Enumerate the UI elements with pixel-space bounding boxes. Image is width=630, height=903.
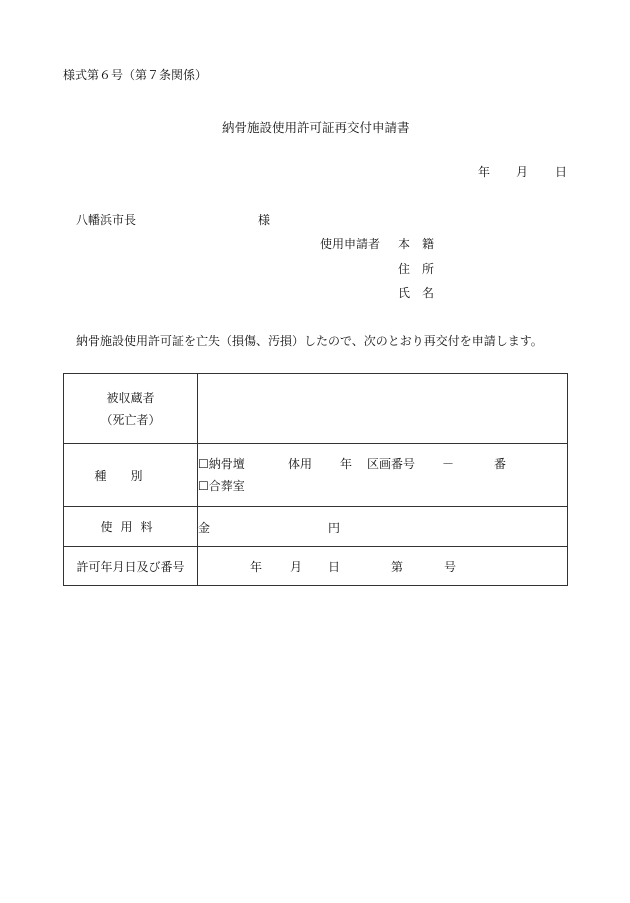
- ossuary-checkbox[interactable]: ☐納骨壇: [198, 457, 245, 471]
- applicant-label: 使用申請者: [320, 237, 381, 251]
- applicant-name: 氏 名: [398, 286, 435, 300]
- deceased-value[interactable]: [198, 374, 568, 444]
- fee-label: 使用料: [64, 507, 198, 547]
- permit-label: 許可年月日及び番号: [64, 547, 198, 586]
- applicant-domicile: 本 籍: [398, 237, 435, 251]
- date-day: 日: [555, 165, 568, 179]
- addressee-honorific: 様: [258, 213, 271, 227]
- date-month: 月: [516, 165, 529, 179]
- type-label: 種別: [64, 444, 198, 507]
- date-year: 年: [478, 165, 491, 179]
- form-number: 様式第６号（第７条関係）: [63, 68, 208, 82]
- addressee-name: 八幡浜市長: [76, 213, 137, 227]
- table-row: [64, 507, 568, 547]
- form-title: 納骨施設使用許可証再交付申請書: [222, 120, 410, 135]
- applicant-address: 住 所: [398, 262, 435, 276]
- table-row: [64, 547, 568, 586]
- deceased-label: 被収蔵者 （死亡者）: [64, 374, 198, 444]
- table-row: [64, 374, 568, 444]
- table-row: [64, 444, 568, 507]
- fee-value: 金 円: [198, 507, 568, 547]
- application-statement: 納骨施設使用許可証を亡失（損傷、汚損）したので、次のとおり再交付を申請します。: [76, 334, 543, 348]
- type-value: ☐納骨壇 体用 年 区画番号 － 番 ☐合葬室: [198, 444, 568, 507]
- application-table: [63, 373, 568, 586]
- permit-value: 年 月 日 第 号: [198, 547, 568, 586]
- common-grave-checkbox[interactable]: ☐合葬室: [198, 479, 245, 493]
